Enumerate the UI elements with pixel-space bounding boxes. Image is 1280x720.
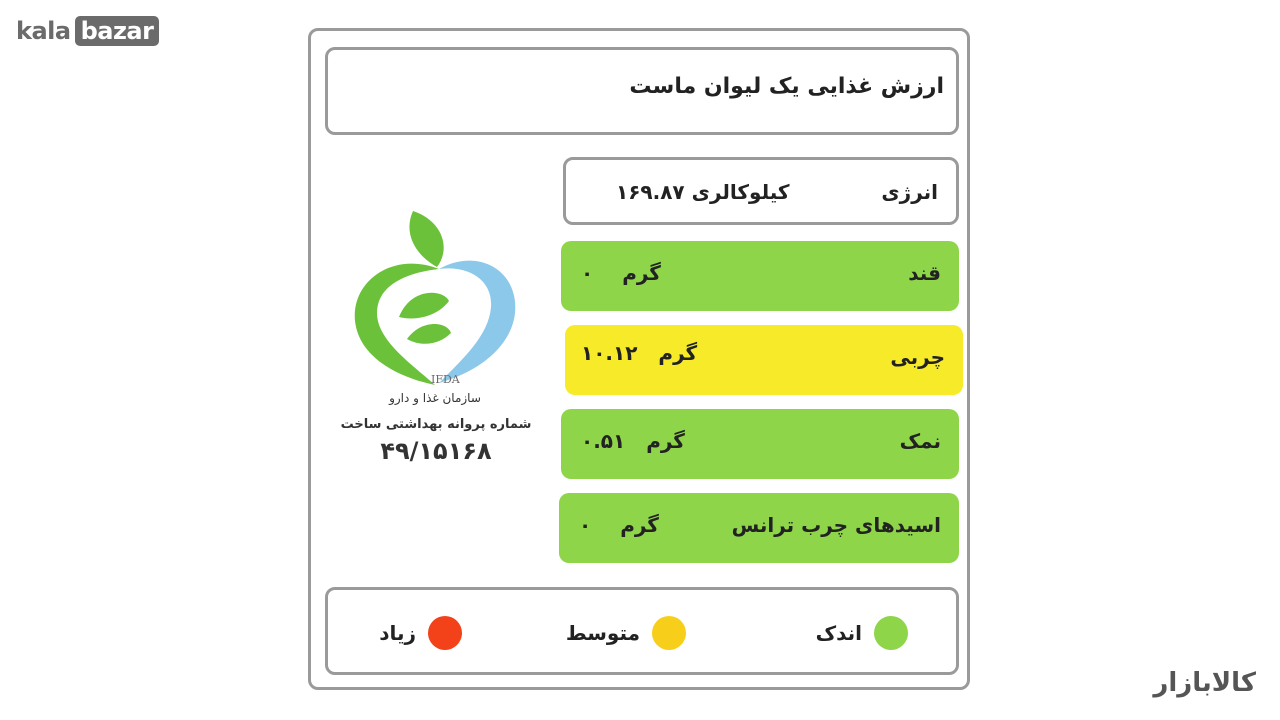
nutrient-unit: گرم xyxy=(620,513,659,537)
legend-dot-high xyxy=(428,616,462,650)
kalabazar-logo-top xyxy=(16,16,159,46)
permit-label: شماره پروانه بهداشتی ساخت xyxy=(340,417,532,432)
legend-item-medium xyxy=(566,616,686,650)
nutrient-value xyxy=(579,513,673,537)
nutrient-label: قند xyxy=(908,261,941,285)
panel-title-box xyxy=(325,47,959,135)
ifda-logo-icon xyxy=(351,209,521,389)
nutrient-amount: ۱۰.۱۲ xyxy=(581,341,638,365)
level-legend xyxy=(325,587,959,675)
permit-number: ۴۹/۱۵۱۶۸ xyxy=(380,437,492,465)
legend-dot-low xyxy=(874,616,908,650)
legend-item-high xyxy=(379,616,462,650)
panel-title: ارزش غذایی یک لیوان ماست xyxy=(629,74,944,99)
nutrient-value xyxy=(581,261,675,285)
nutrient-amount: ۰ xyxy=(581,261,594,285)
nutrient-row-trans-fat xyxy=(559,493,959,563)
nutrient-amount: ۰ xyxy=(579,513,592,537)
legend-label-low: اندک xyxy=(815,621,862,645)
nutrient-row-sugar xyxy=(561,241,959,311)
nutrient-unit: گرم xyxy=(622,261,661,285)
legend-dot-medium xyxy=(652,616,686,650)
ifda-org-name: سازمان غذا و دارو xyxy=(389,391,481,405)
nutrient-value xyxy=(581,429,699,453)
nutrient-value xyxy=(581,341,711,365)
nutrient-label: اسیدهای چرب ترانس xyxy=(731,513,941,537)
nutrient-label: نمک xyxy=(899,429,941,453)
nutrient-amount: ۱۶۹.۸۷ xyxy=(616,180,685,204)
nutrition-panel xyxy=(308,28,970,690)
nutrient-row-fat xyxy=(565,325,963,395)
kalabazar-logo-bottom: کالابازار xyxy=(1153,668,1256,698)
brand-bazar-text: bazar xyxy=(75,16,160,46)
nutrient-unit: گرم xyxy=(658,341,698,365)
brand-kala-text: kala xyxy=(16,17,71,45)
nutrient-amount: ۰.۵۱ xyxy=(581,429,626,453)
legend-label-medium: متوسط xyxy=(565,621,640,645)
nutrient-unit: گرم xyxy=(646,429,685,453)
ifda-logo-text: IFDA xyxy=(431,373,460,386)
nutrient-row-salt xyxy=(561,409,959,479)
legend-label-high: زیاد xyxy=(379,621,416,645)
nutrient-value xyxy=(594,180,804,204)
nutrient-label: انرژی xyxy=(881,180,938,204)
legend-item-low xyxy=(816,616,908,650)
nutrient-row-energy xyxy=(563,157,959,225)
nutrient-unit: کیلوکالری xyxy=(691,180,790,204)
nutrient-label: چربی xyxy=(890,345,945,369)
